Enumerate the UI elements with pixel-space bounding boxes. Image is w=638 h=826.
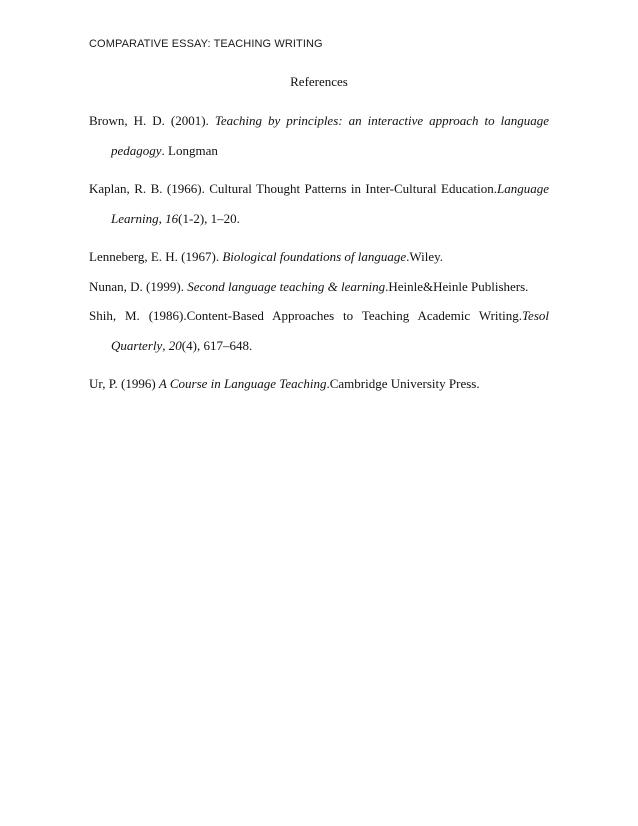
- reference-pages: (1-2), 1–20.: [178, 211, 240, 226]
- reference-line: [89, 174, 549, 204]
- reference-shih: [89, 301, 549, 361]
- reference-title: Biological foundations of language: [222, 249, 407, 264]
- reference-ur: [89, 369, 549, 399]
- reference-volume: 16: [165, 211, 179, 226]
- reference-line: [89, 272, 549, 302]
- reference-line: [89, 106, 549, 136]
- reference-brown: [89, 106, 549, 166]
- reference-author-date: Lenneberg, E. H. (1967).: [89, 249, 223, 264]
- reference-line: [89, 369, 549, 399]
- reference-journal: Quarterly: [111, 338, 163, 353]
- reference-punct: ,: [162, 338, 169, 353]
- reference-kaplan: [89, 174, 549, 234]
- reference-line: [89, 136, 549, 166]
- reference-publisher: . Longman: [161, 143, 218, 158]
- reference-author-title: Kaplan, R. B. (1966). Cultural Thought Patterns in Inter-Cultural Education.: [89, 181, 497, 196]
- reference-title: A Course in Language Teaching: [158, 376, 327, 391]
- reference-line: [89, 301, 549, 331]
- reference-publisher: .Heinle&Heinle Publishers.: [385, 279, 529, 294]
- reference-author-date: Nunan, D. (1999).: [89, 279, 188, 294]
- references-heading: References: [290, 74, 348, 89]
- reference-lenneberg: [89, 242, 549, 272]
- reference-journal: Language: [497, 181, 549, 196]
- reference-title: Teaching by principles: an interactive approach to language: [214, 113, 549, 128]
- reference-pages: (4), 617–648.: [181, 338, 253, 353]
- reference-title: Second language teaching & learning: [187, 279, 386, 294]
- reference-journal: Tesol: [522, 308, 549, 323]
- reference-author-date: Ur, P. (1996): [89, 376, 159, 391]
- reference-punct: ,: [158, 211, 166, 226]
- reference-line: [89, 204, 549, 234]
- reference-line: [89, 242, 549, 272]
- reference-author-date: Brown, H. D. (2001).: [89, 113, 215, 128]
- reference-author-title: Shih, M. (1986).Content-Based Approaches to Teaching Academic Writing.: [89, 308, 523, 323]
- reference-publisher: .Cambridge University Press.: [326, 376, 480, 391]
- reference-title: pedagogy: [111, 143, 162, 158]
- reference-journal: Learning: [111, 211, 159, 226]
- reference-nunan: [89, 272, 549, 302]
- reference-volume: 20: [168, 338, 182, 353]
- running-head: COMPARATIVE ESSAY: TEACHING WRITING: [89, 38, 323, 50]
- reference-publisher: .Wiley.: [406, 249, 444, 264]
- reference-line: [89, 331, 549, 361]
